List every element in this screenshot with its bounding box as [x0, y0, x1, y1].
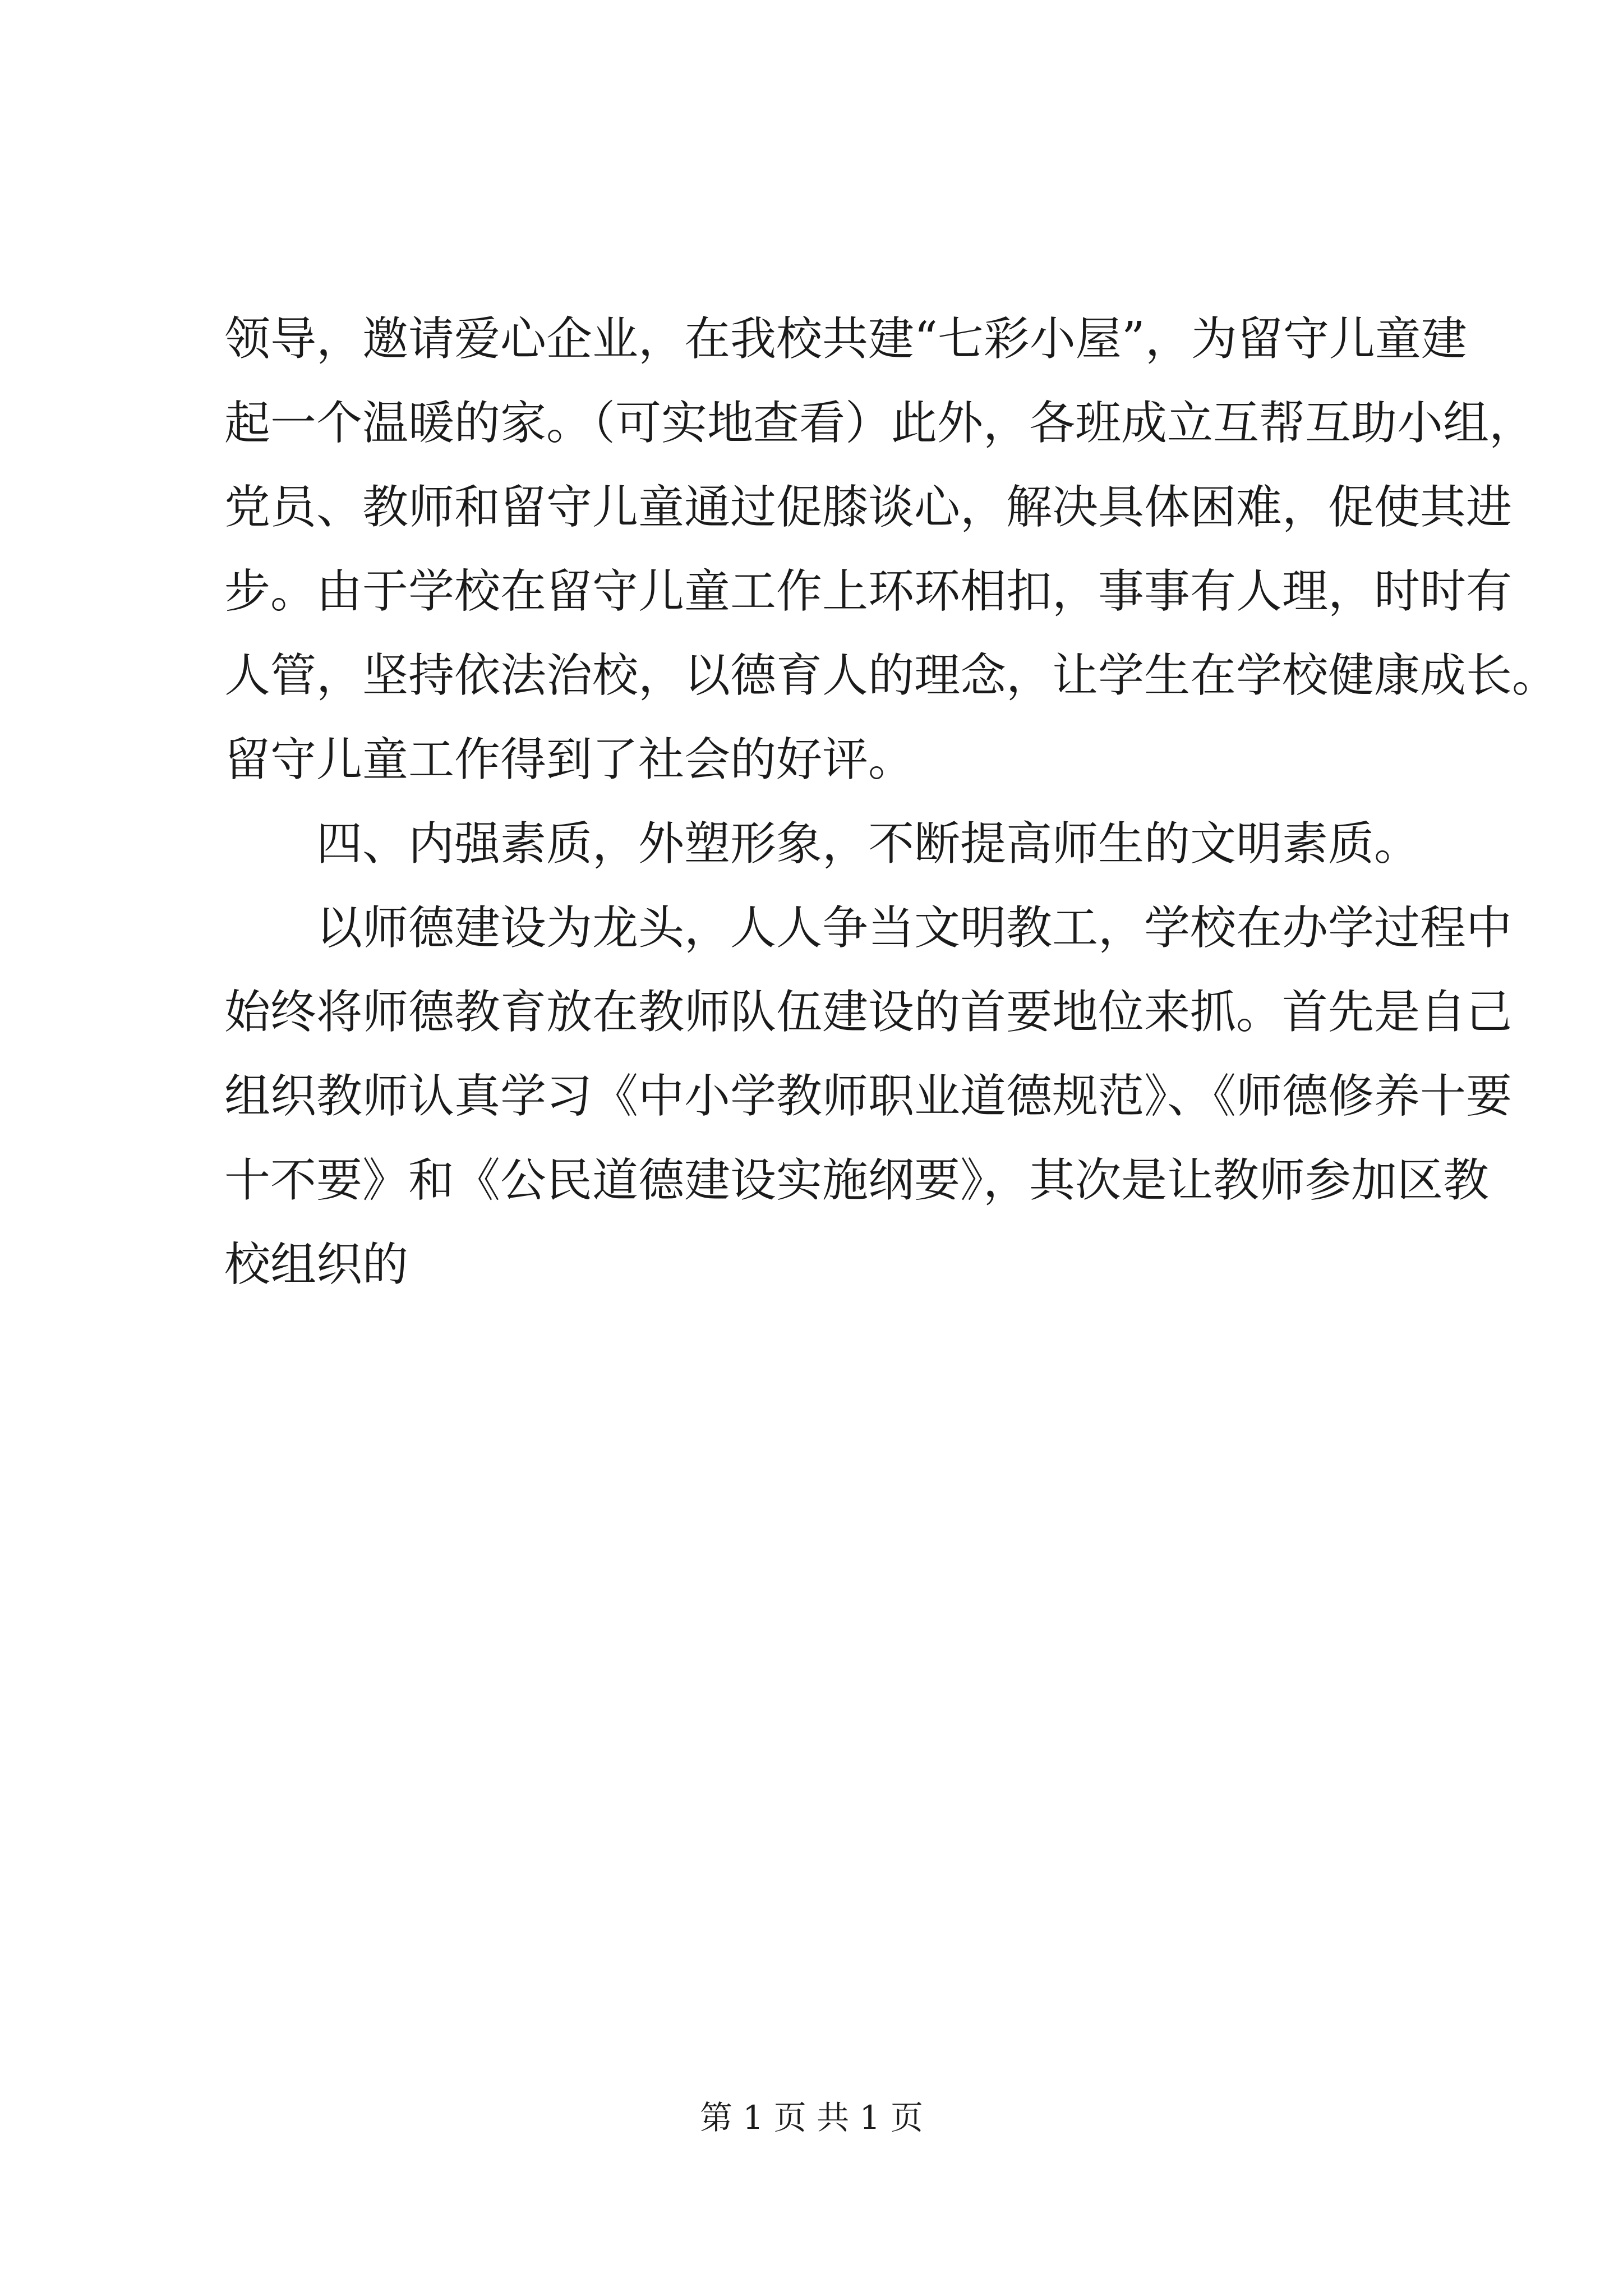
text-line-4: 步。由于学校在留守儿童工作上环环相扣，事事有人理，时时有 — [224, 565, 1513, 618]
text-line-12: 校组织的 — [224, 1238, 409, 1291]
section-heading: 四、内强素质，外塑形象，不断提高师生的文明素质。 — [316, 817, 1421, 871]
text-line-10: 组织教师认真学习《中小学教师职业道德规范》、《师德修养十要 — [224, 1070, 1513, 1123]
text-line-5: 人管，坚持依法治校，以德育人的理念，让学生在学校健康成长。 — [224, 649, 1559, 702]
text-line-3: 党员、教师和留守儿童通过促膝谈心，解决具体困难，促使其进 — [224, 481, 1513, 534]
text-line-11: 十不要》和《公民道德建设实施纲要》，其次是让教师参加区教 — [224, 1154, 1490, 1207]
text-line-8: 以师德建设为龙头，人人争当文明教工，学校在办学过程中 — [316, 901, 1513, 955]
text-line-6: 留守儿童工作得到了社会的好评。 — [224, 733, 915, 786]
text-line-1: 领导，邀请爱心企业，在我校共建“七彩小屋”，为留守儿童建 — [224, 312, 1467, 366]
text-line-9: 始终将师德教育放在教师队伍建设的首要地位来抓。首先是自己 — [224, 986, 1513, 1039]
body-text — [224, 297, 1559, 1307]
text-line-2: 起一个温暖的家。（可实地查看）此外，各班成立互帮互助小组， — [224, 397, 1536, 450]
page-footer: 第 1 页 共 1 页 — [700, 2099, 923, 2137]
